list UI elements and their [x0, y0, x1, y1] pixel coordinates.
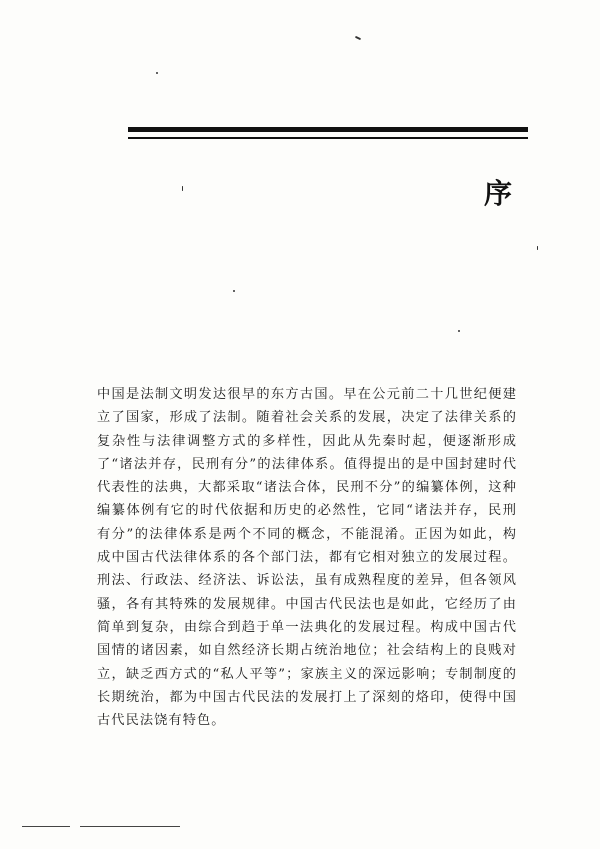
scan-speck: [182, 186, 183, 191]
scan-speck: [537, 246, 538, 250]
bottom-scan-line: [80, 826, 180, 827]
page-title: 序: [483, 177, 512, 210]
body-paragraph: 中国是法制文明发达很早的东方古国。早在公元前二十几世纪便建立了国家，形成了法制。随着社会关系的发展，决定了法律关系的复杂性与法律调整方式的多样性，因此从先秦时起，便逐渐形成了“诸法并存，民刑有分”的法律体系。值得提出的是中国封建时代代表性的法典，大都采取“诸法合体，民刑不分”的编纂体例，这种编纂体例有它的时代依据和历史的必然性，它同“诸法并存，民刑有分”的法律体系是两个不同的概念，不能混淆。正因为如此，构成中国古代法律体系的各个部门法，都有它相对独立的发展过程。刑法、行政法、经济法、诉讼法，虽有成熟程度的差异，但各领风骚，各有其特殊的发展规律。中国古代民法也是如此，它经历了由简单到复杂，由综合到趋于单一法典化的发展过程。构成中国古代国情的诸因素，如自然经济长期占统治地位；社会结构上的良贱对立，缺乏西方式的“私人平等”；家族主义的深远影响；专制制度的长期统治，都为中国古代民法的发展打上了深刻的烙印，使得中国古代民法饶有特色。: [97, 387, 517, 729]
header-rule-thin: [128, 137, 528, 139]
scan-speck: [156, 72, 158, 74]
scan-speck: [355, 36, 361, 40]
scan-speck: [233, 290, 235, 292]
scan-speck: [458, 330, 460, 332]
bottom-scan-line: [22, 826, 70, 827]
header-rule-thick: [128, 127, 528, 132]
